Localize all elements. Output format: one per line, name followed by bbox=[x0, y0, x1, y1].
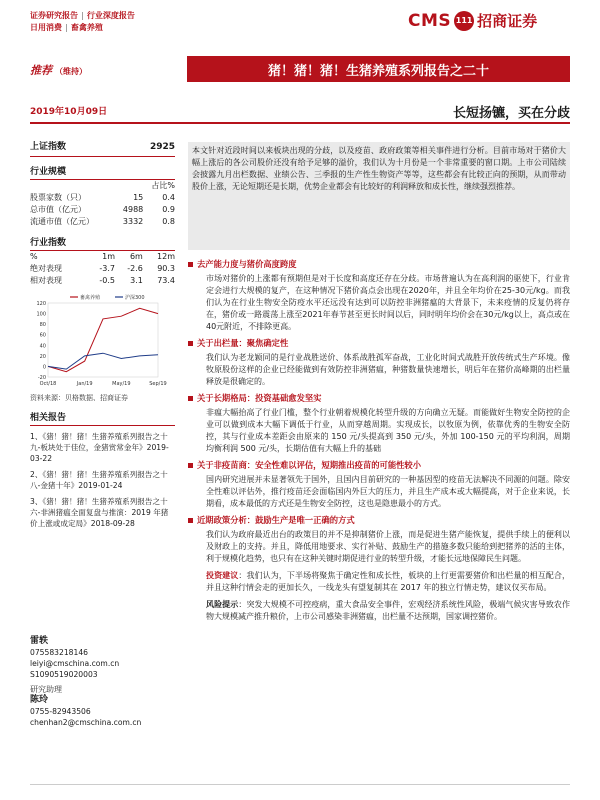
related-report-item[interactable]: 2、《猪！猪！猪！生猪养殖系列报告之十八-金猪十年》2019-01-24 bbox=[30, 470, 168, 490]
index-label: 上证指数 bbox=[30, 142, 67, 152]
row-value: -2.6 bbox=[127, 264, 143, 273]
row-pct: 0.4 bbox=[162, 193, 175, 202]
section-title-text: 关于长期格局：投资基础愈发坚实 bbox=[197, 393, 322, 403]
perf-col: 12m bbox=[157, 252, 175, 261]
analyst-phone: 075583218146 bbox=[30, 648, 88, 657]
y-tick-label: 0 bbox=[42, 364, 46, 371]
assistant-role: 研究助理 bbox=[30, 685, 62, 694]
industry-title: 行业规模 bbox=[30, 165, 175, 180]
sidebar bbox=[30, 140, 175, 529]
row-value: -0.5 bbox=[99, 276, 115, 285]
investment-label: 投资建议 bbox=[206, 571, 239, 580]
row-label: 股票家数（只） bbox=[30, 193, 86, 202]
section-text: 我们认为政府最近出台的政策目的并不是抑制猪价上涨，而是促进生猪产能恢复，提供手续上的便利以及财政上的支持。并且，降低用地要求、实行补贴、鼓励生产的措施多数只能给到把猪养的活的主体，利于规模化趋势，也只有在这种关键时期促进行业的转型升级，才能长远地保障民生问题。 bbox=[206, 530, 570, 563]
report-title: 猪！猪！猪！生猪养殖系列报告之二十 bbox=[187, 56, 570, 82]
rating bbox=[30, 62, 87, 78]
section-text: 非瘟大幅抬高了行业门槛，整个行业朝着规模化转型升级的方向确立无疑。而能做好生物安全防控的企业可以做到成本大幅下调低于行业，从而穿越周期。实现成长，以牧原为例，依靠优秀的生物安全防控，其与行业成本差距会由原来的 150 元/头提高到 350 元/头，外加 100-150 元的平均利润，周期均衡利润 500 元/头，长期估值有大幅上升的基础 bbox=[206, 408, 570, 453]
related-report-item[interactable]: 1、《猪！猪！猪！生猪养殖系列报告之十九-板块处于佳位，金猪赏常金年》2019-03-22 bbox=[30, 432, 169, 463]
header-tags: 证券研究报告 | 行业深度报告 日用消费 | 畜禽养殖 bbox=[30, 11, 135, 32]
row-value: 90.3 bbox=[157, 264, 175, 273]
industry-scale bbox=[30, 165, 175, 228]
perf-col: 1m bbox=[102, 252, 115, 261]
related-title: 相关报告 bbox=[30, 411, 175, 426]
logo-badge-icon: 111 bbox=[454, 11, 474, 31]
report-body bbox=[188, 254, 570, 623]
tag-report-kind: 行业深度报告 bbox=[86, 11, 135, 20]
chart-source: 资料来源：贝格数据、招商证券 bbox=[30, 394, 128, 402]
performance-chart bbox=[30, 291, 175, 391]
x-tick-label: Sep/19 bbox=[149, 381, 167, 387]
section-title bbox=[188, 514, 570, 526]
section-text: 我们认为老龙颖同的是行业战胜送价、体系战胜孤军奋战，工业化时间式战胜开放传统式生产环境。像牧原股份这样的企业已经能做到有效防控非洲猪瘟，种猪数量快速增长，明后年在猪价高峰期的出栏量释放是很确定的。 bbox=[206, 353, 570, 386]
bullet-icon bbox=[188, 518, 193, 523]
related-report-item[interactable]: 3、《猪！猪！猪！生猪养殖系列报告之十六-非洲猪瘟全面复盘与推演：2019 年猪价上涨或成定局》2018-09-28 bbox=[30, 497, 169, 528]
row-value: 4988 bbox=[122, 205, 144, 214]
tag-subsector: 畜禽养殖 bbox=[70, 23, 103, 32]
section-title bbox=[188, 258, 570, 270]
index-row bbox=[30, 140, 175, 157]
section-title-text: 关于出栏量：聚焦确定性 bbox=[197, 338, 289, 348]
risk-warning bbox=[188, 599, 570, 623]
perf-table bbox=[30, 251, 175, 287]
row-label: 绝对表现 bbox=[30, 264, 62, 273]
plot-frame bbox=[48, 303, 158, 377]
footer-line bbox=[30, 784, 570, 785]
table-row bbox=[30, 275, 175, 287]
y-tick-label: -20 bbox=[37, 375, 46, 381]
logo-cn-text: 招商证券 bbox=[477, 12, 538, 30]
risk-text: ：突发大规模不可控疫病，重大食品安全事件，宏观经济系统性风险，极端气候灾害导致农作物大规模减产推升粮价，上市公司感染非洲猪瘟，出栏量不达预期，国家调控猪价。 bbox=[206, 600, 571, 621]
x-tick-label: Jan/19 bbox=[76, 381, 93, 387]
row-label: 总市值（亿元） bbox=[30, 205, 86, 214]
series-line-0 bbox=[48, 308, 158, 371]
section-text: 国内研究进展并未显著领先于国外，且国内目前研究的一种基因型的疫苗无法解决不同源的问题。除安全性难以评估外，推行疫苗还会面临国内外巨大的压力，并且生产成本或大幅提高，对于企业来说，长期看，成本最低的方式还是生物安全防控，这也是隐患最小的方式。 bbox=[206, 475, 570, 508]
row-pct: 0.9 bbox=[162, 205, 175, 214]
analyst-name: 雷轶 bbox=[30, 636, 49, 646]
bullet-icon bbox=[188, 341, 193, 346]
risk-label: 风险提示 bbox=[206, 600, 239, 609]
row-value: -3.7 bbox=[99, 264, 115, 273]
y-tick-label: 120 bbox=[36, 301, 46, 307]
section-title-text: 去产能力度与猪价高度跨度 bbox=[197, 259, 297, 269]
rating-sub: （维持） bbox=[55, 67, 87, 76]
analyst-cert: S1090519020003 bbox=[30, 670, 98, 679]
assistant-phone: 0755-82943506 bbox=[30, 707, 91, 716]
table-row bbox=[30, 263, 175, 275]
perf-col: % bbox=[30, 252, 38, 261]
row-value: 73.4 bbox=[157, 276, 175, 285]
industry-table bbox=[30, 180, 175, 228]
report-header bbox=[0, 0, 600, 42]
x-tick-label: Oct/18 bbox=[39, 381, 57, 387]
summary-box: 本文针对近段时间以来板块出现的分歧，以及疫苗、政府政策等相关事件进行分析。目前市场对于猪价大幅上涨后的各公司股价还没有给予足够的溢价，我们认为十月份是一个非常重要的窗口期。上市公司陆续会披露九月出栏数据、业绩公告、三季报的生产性生物资产等等，这些都会有比较正向的预期，从而带动股价上涨，无论短期还是长期，优势企业都会有比较好的利润释放和成长性，继续强烈推荐。 bbox=[188, 142, 570, 250]
table-row bbox=[30, 204, 175, 216]
y-tick-label: 60 bbox=[39, 332, 46, 339]
perf-col: 6m bbox=[129, 252, 143, 261]
section-title bbox=[188, 392, 570, 404]
y-tick-label: 100 bbox=[36, 311, 46, 318]
legend-label-1: 沪深300 bbox=[125, 295, 145, 301]
x-tick-label: May/19 bbox=[112, 381, 131, 387]
bullet-icon bbox=[188, 463, 193, 468]
assistant-name: 陈玲 bbox=[30, 695, 49, 705]
bullet-icon bbox=[188, 396, 193, 401]
row-pct: 0.8 bbox=[162, 217, 175, 226]
y-tick-label: 40 bbox=[39, 343, 46, 350]
section-title-text: 近期政策分析：鼓励生产是唯一正确的方式 bbox=[197, 515, 355, 525]
index-value: 2925 bbox=[149, 142, 175, 152]
investment-text: ：我们认为，下半场将聚焦于确定性和成长性，板块的上行更需要猪价和出栏量的相互配合，并且这种行情会走的更加长久，一线龙头有望复制其在 2017 年的独立行情走势，建议仅买布局。 bbox=[206, 571, 571, 592]
related-reports bbox=[30, 411, 175, 529]
tag-sector: 日用消费 bbox=[30, 23, 62, 32]
industry-performance bbox=[30, 236, 175, 287]
row-label: 流通市值（亿元） bbox=[30, 217, 94, 226]
section-title bbox=[188, 337, 570, 349]
logo-cms-text: CMS bbox=[408, 10, 452, 31]
rating-label: 推荐 bbox=[30, 64, 52, 77]
section-text: 市场对猪价的上涨都有预期但是对于长度和高度还存在分歧。市场普遍认为在高利润的驱使下，行业肯定会进行大规模的复产，在这种情况下猪价高点会出现在2020年，并且全年均价在25-30元/kg。而我们认为在行业生物安全防疫水平还远没有达到可以防控非洲猪瘟的大背景下，未来疫情的反复仍将存在，猪价或一路震荡上涨至2021年春节甚至更长时间以后，同时明年均价会在30元/kg以上，高点或在40元附近，不排除更高。 bbox=[206, 274, 570, 331]
investment-advice bbox=[188, 570, 570, 594]
industry-col-header: 占比% bbox=[151, 181, 175, 190]
legend-label-0: 畜禽养殖 bbox=[80, 295, 101, 301]
report-date: 2019年10月09日 bbox=[30, 107, 108, 117]
report-subtitle: 长短扬镳，买在分歧 bbox=[452, 106, 570, 121]
header-divider bbox=[30, 122, 570, 124]
bullet-icon bbox=[188, 262, 193, 267]
company-logo bbox=[408, 10, 537, 31]
y-tick-label: 80 bbox=[39, 322, 46, 329]
perf-title: 行业指数 bbox=[30, 236, 175, 251]
series-line-1 bbox=[48, 353, 158, 369]
section-title bbox=[188, 459, 570, 471]
table-row bbox=[30, 192, 175, 204]
y-tick-label: 20 bbox=[39, 353, 46, 360]
analyst-email[interactable]: leiyi@cmschina.com.cn bbox=[30, 659, 120, 668]
table-row bbox=[30, 216, 175, 228]
row-label: 相对表现 bbox=[30, 276, 62, 285]
row-value: 3332 bbox=[122, 217, 144, 226]
analysts bbox=[30, 636, 175, 728]
assistant-email[interactable]: chenhan2@cmschina.com.cn bbox=[30, 718, 142, 727]
row-value: 15 bbox=[133, 193, 144, 202]
tag-report-type: 证券研究报告 bbox=[30, 11, 78, 20]
row-value: 3.1 bbox=[130, 276, 143, 285]
section-title-text: 关于非疫苗商：安全性难以评估，短期推出疫苗的可能性较小 bbox=[197, 460, 422, 470]
